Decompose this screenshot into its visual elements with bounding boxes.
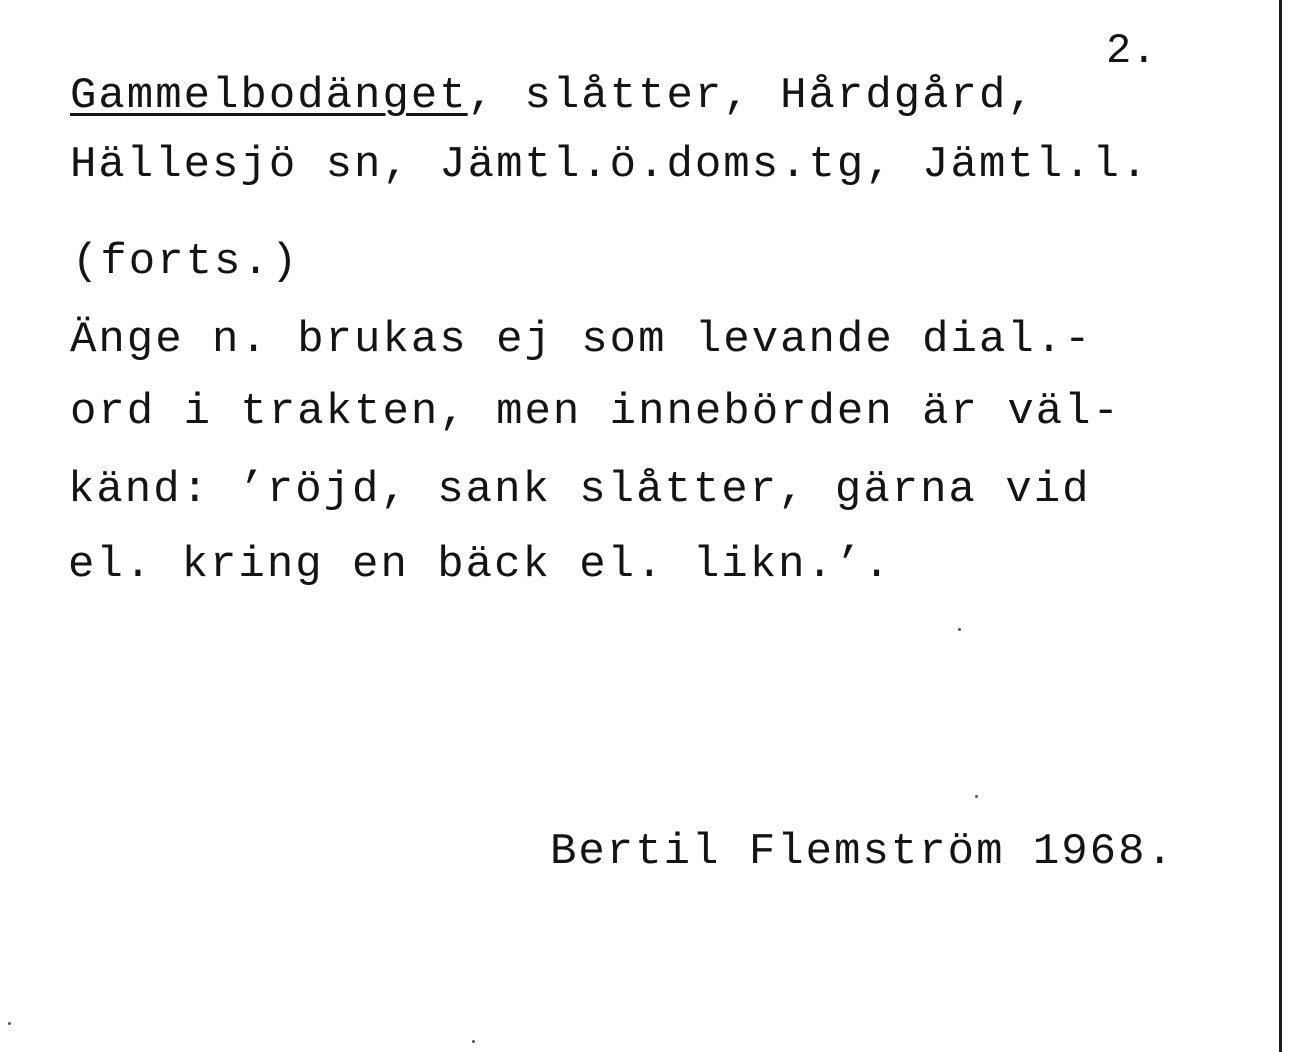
- body-text-line-1: Änge n. brukas ej som levande dial.-: [70, 315, 1093, 365]
- entry-heading-line: [70, 71, 1036, 121]
- signature-line: Bertil Flemström 1968.: [550, 827, 1175, 877]
- scan-speck: [472, 1040, 475, 1043]
- body-text-line-3: känd: ’röjd, sank slåtter, gärna vid: [68, 465, 1091, 515]
- scan-speck: [8, 1022, 11, 1025]
- heading-description: , slåtter, Hårdgård,: [467, 71, 1036, 121]
- location-line: Hällesjö sn, Jämtl.ö.doms.tg, Jämtl.l.: [70, 140, 1150, 190]
- body-text-line-2: ord i trakten, men innebörden är väl-: [70, 387, 1121, 437]
- body-text-line-4: el. kring en bäck el. likn.’.: [68, 540, 892, 590]
- scan-speck: [975, 795, 978, 798]
- headword: Gammelbodänget: [70, 71, 468, 121]
- continuation-note: (forts.): [72, 237, 300, 287]
- card-number: 2.: [1106, 27, 1157, 75]
- card-edge-line: [1279, 0, 1282, 1052]
- scan-speck: [958, 628, 961, 631]
